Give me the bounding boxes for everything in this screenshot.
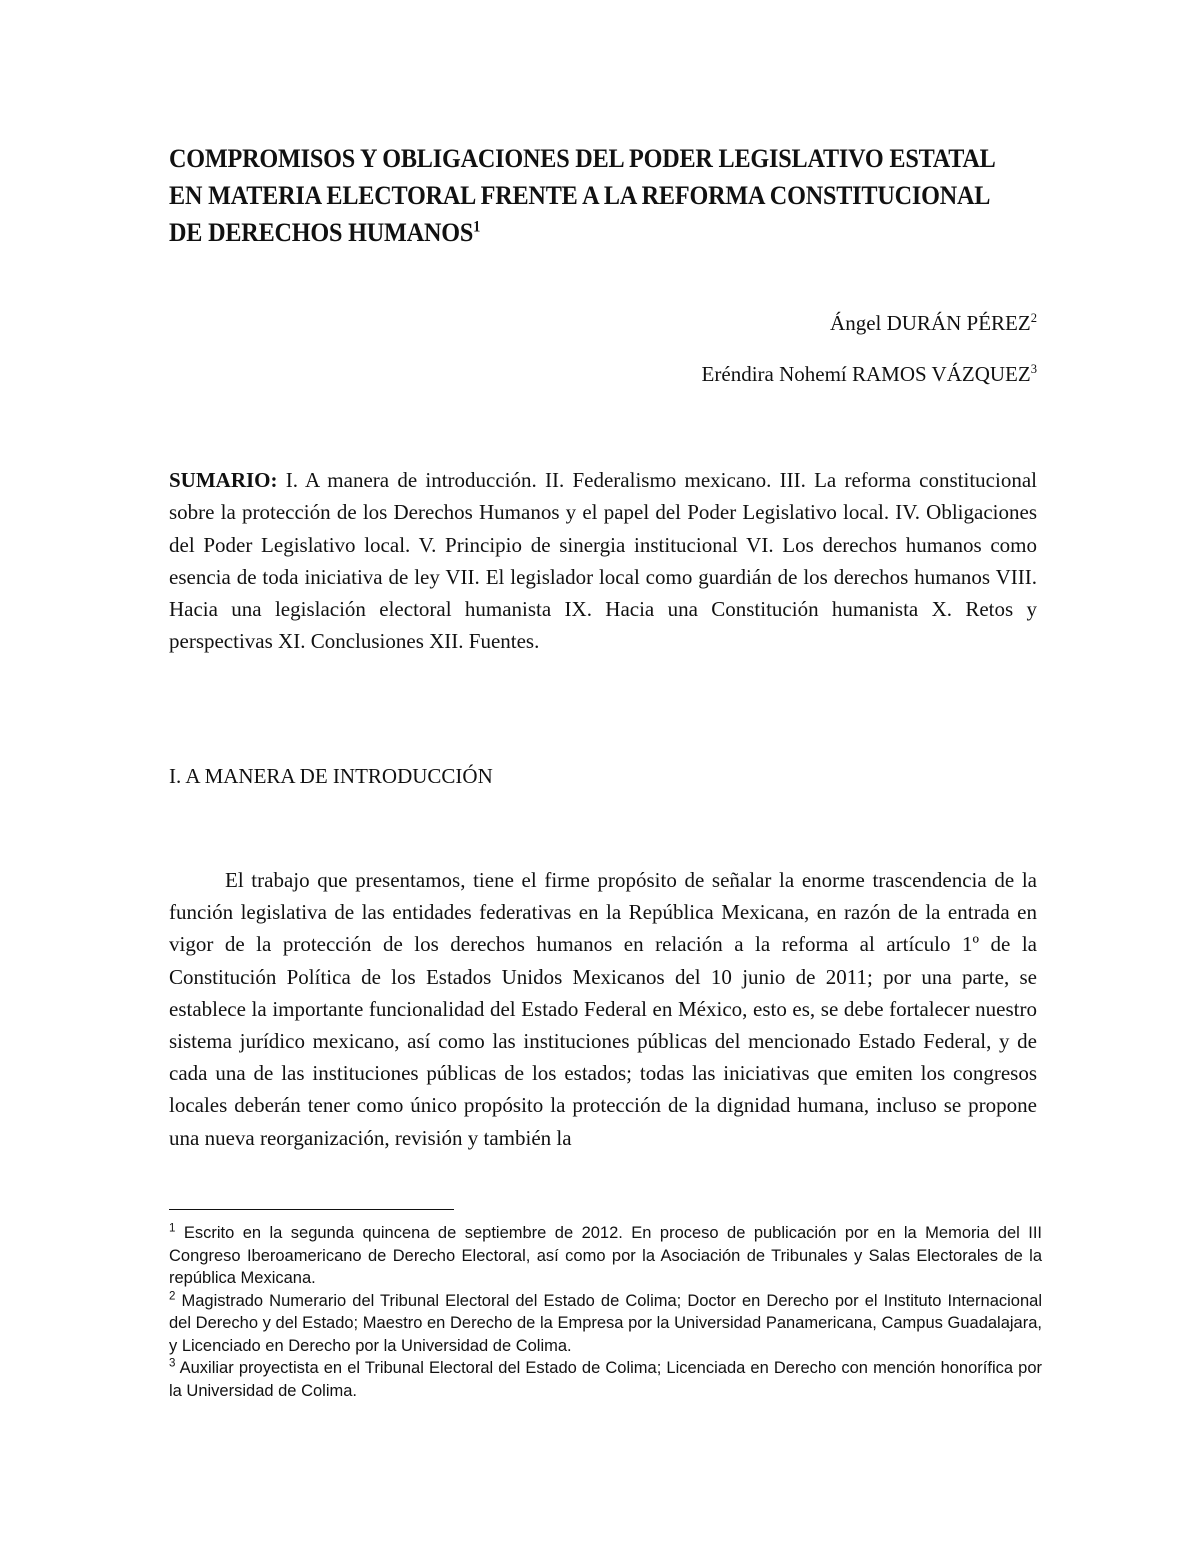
footnote-1-text: Escrito en la segunda quincena de septiembre de 2012. En proceso de publicación por en la Memoria del III Congreso Iberoamericano de Derecho Electoral, así como por la Asociación de Tribunales y Salas Electorales de la república Mexicana. <box>169 1224 1042 1287</box>
author-2-name: Eréndira Nohemí RAMOS VÁZQUEZ <box>701 362 1031 386</box>
author-1-footnote-ref[interactable]: 2 <box>1030 311 1037 325</box>
summary-text: I. A manera de introducción. II. Federalismo mexicano. III. La reforma constitucional sobre la protección de los Derechos Humanos y el papel del Poder Legislativo local. IV. Obligaciones del Poder Legislativo local. V. Principio de sinergia institucional VI. Los derechos humanos como esencia de toda iniciativa de ley VII. El legislador local como guardián de los derechos humanos VIII. Hacia una legislación electoral humanista IX. Hacia una Constitución humanista X. Retos y perspectivas XI. Conclusiones XII. Fuentes. <box>169 468 1037 654</box>
summary-paragraph <box>169 464 1037 658</box>
footnote-2-text: Magistrado Numerario del Tribunal Electoral del Estado de Colima; Doctor en Derecho por el Instituto Internacional del Derecho y del Estado; Maestro en Derecho de la Empresa por la Universidad Panamericana, Campus Guadalajara, y Licenciado en Derecho por la Universidad de Colima. <box>169 1291 1042 1355</box>
footnote-3-text: Auxiliar proyectista en el Tribunal Electoral del Estado de Colima; Licenciada en Derecho con mención honorífica por la Universidad de Colima. <box>169 1359 1042 1400</box>
author-list <box>702 310 1037 412</box>
author-1 <box>702 310 1037 337</box>
footnote-2-marker: 2 <box>169 1290 176 1302</box>
author-2 <box>702 361 1037 388</box>
author-2-footnote-ref[interactable]: 3 <box>1030 362 1037 376</box>
footnote-1 <box>169 1222 1042 1290</box>
footnote-1-marker: 1 <box>169 1222 176 1235</box>
footnote-separator <box>169 1209 454 1210</box>
section-heading: I. A MANERA DE INTRODUCCIÓN <box>169 764 493 788</box>
author-1-name: Ángel DURÁN PÉREZ <box>830 311 1031 335</box>
title-line-3 <box>169 214 1049 251</box>
footnote-2 <box>169 1290 1042 1358</box>
title-line-2: EN MATERIA ELECTORAL FRENTE A LA REFORMA CONSTITUCIONAL <box>169 181 991 210</box>
body-paragraph: El trabajo que presentamos, tiene el firme propósito de señalar la enorme trascendencia de la función legislativa de las entidades federativas en la República Mexicana, en razón de la entrada en vigor de la protección de los derechos humanos en relación a la reforma al artículo 1º de la Constitución Política de los Estados Unidos Mexicanos del 10 junio de 2011; por una parte, se establece la importante funcionalidad del Estado Federal en México, esto es, se debe fortalecer nuestro sistema jurídico mexicano, así como las instituciones públicas del mencionado Estado Federal, y de cada una de las instituciones públicas de los estados; todas las iniciativas que emiten los congresos locales deberán tener como único propósito la protección de la dignidad humana, incluso se propone una nueva reorganización, revisión y también la <box>169 868 1037 1150</box>
footnote-3-marker: 3 <box>169 1357 176 1370</box>
footnote-3 <box>169 1357 1042 1402</box>
document-title <box>169 140 1049 251</box>
summary-label: SUMARIO: <box>169 468 278 492</box>
title-line-3-text: DE DERECHOS HUMANOS <box>169 218 474 247</box>
title-line-1: COMPROMISOS Y OBLIGACIONES DEL PODER LEGISLATIVO ESTATAL <box>169 144 996 173</box>
footnotes-section <box>169 1222 1042 1402</box>
title-footnote-ref[interactable]: 1 <box>473 218 481 236</box>
